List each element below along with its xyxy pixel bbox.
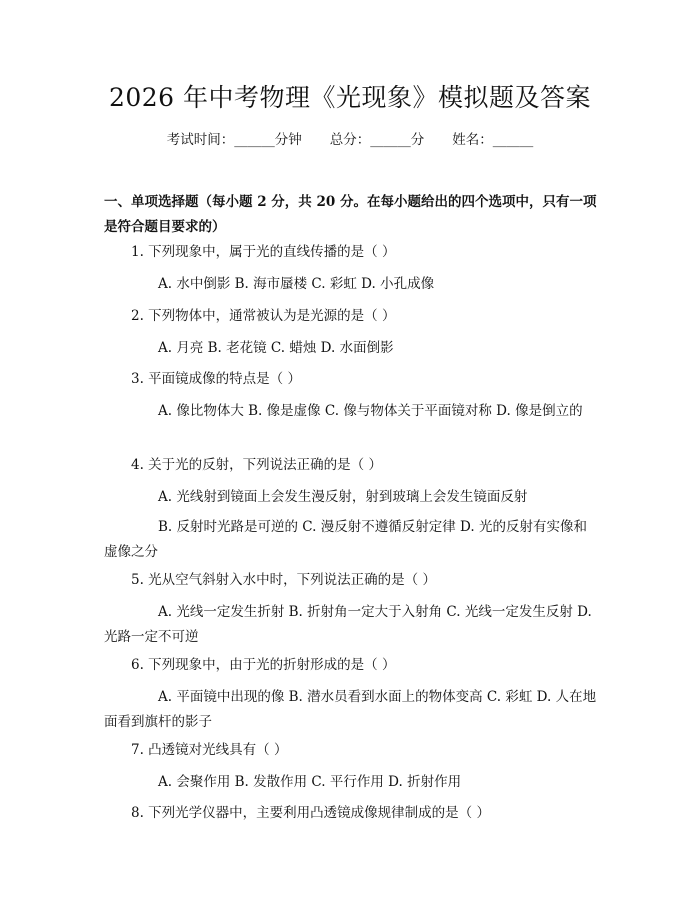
section-heading: 一、单项选择题（每小题 2 分，共 20 分。在每小题给出的四个选项中，只有一项是符合题目要求的）: [104, 194, 597, 235]
question-options: A. 水中倒影 B. 海市蜃楼 C. 彩虹 D. 小孔成像: [158, 276, 435, 292]
question-options: A. 光线一定发生折射 B. 折射角一定大于入射角 C. 光线一定发生反射 D. 光路一定不可逆: [104, 604, 592, 645]
question-options: A. 像比物体大 B. 像是虚像 C. 像与物体关于平面镜对称 D. 像是倒立的: [158, 403, 583, 419]
question-stem: 1. 下列现象中，属于光的直线传播的是（ ）: [131, 244, 396, 260]
student-name-field: 姓名：______: [452, 132, 534, 148]
total-score-field: 总分：______分: [329, 132, 425, 148]
document-title: 2026 年中考物理《光现象》模拟题及答案: [108, 83, 592, 112]
question-stem: 4. 关于光的反射，下列说法正确的是（ ）: [131, 457, 382, 473]
question-options: B. 反射时光路是可逆的 C. 漫反射不遵循反射定律 D. 光的反射有实像和虚像之分: [104, 519, 587, 560]
question-stem: 2. 下列物体中，通常被认为是光源的是（ ）: [131, 308, 396, 324]
question-options: A. 光线射到镜面上会发生漫反射，射到玻璃上会发生镜面反射: [158, 489, 528, 505]
question-stem: 3. 平面镜成像的特点是（ ）: [131, 371, 301, 387]
question-options: A. 会聚作用 B. 发散作用 C. 平行作用 D. 折射作用: [158, 774, 462, 790]
question-options: A. 平面镜中出现的像 B. 潜水员看到水面上的物体变高 C. 彩虹 D. 人在地面看到旗杆的影子: [104, 689, 597, 730]
question-options: A. 月亮 B. 老花镜 C. 蜡烛 D. 水面倒影: [158, 340, 394, 356]
question-stem: 7. 凸透镜对光线具有（ ）: [131, 742, 288, 758]
question-stem: 6. 下列现象中，由于光的折射形成的是（ ）: [131, 657, 396, 673]
exam-meta: [0, 130, 700, 150]
question-stem: 5. 光从空气斜射入水中时，下列说法正确的是（ ）: [131, 572, 436, 588]
exam-time-field: 考试时间：______分钟: [166, 132, 302, 148]
question-stem: 8. 下列光学仪器中，主要利用凸透镜成像规律制成的是（ ）: [131, 805, 490, 821]
